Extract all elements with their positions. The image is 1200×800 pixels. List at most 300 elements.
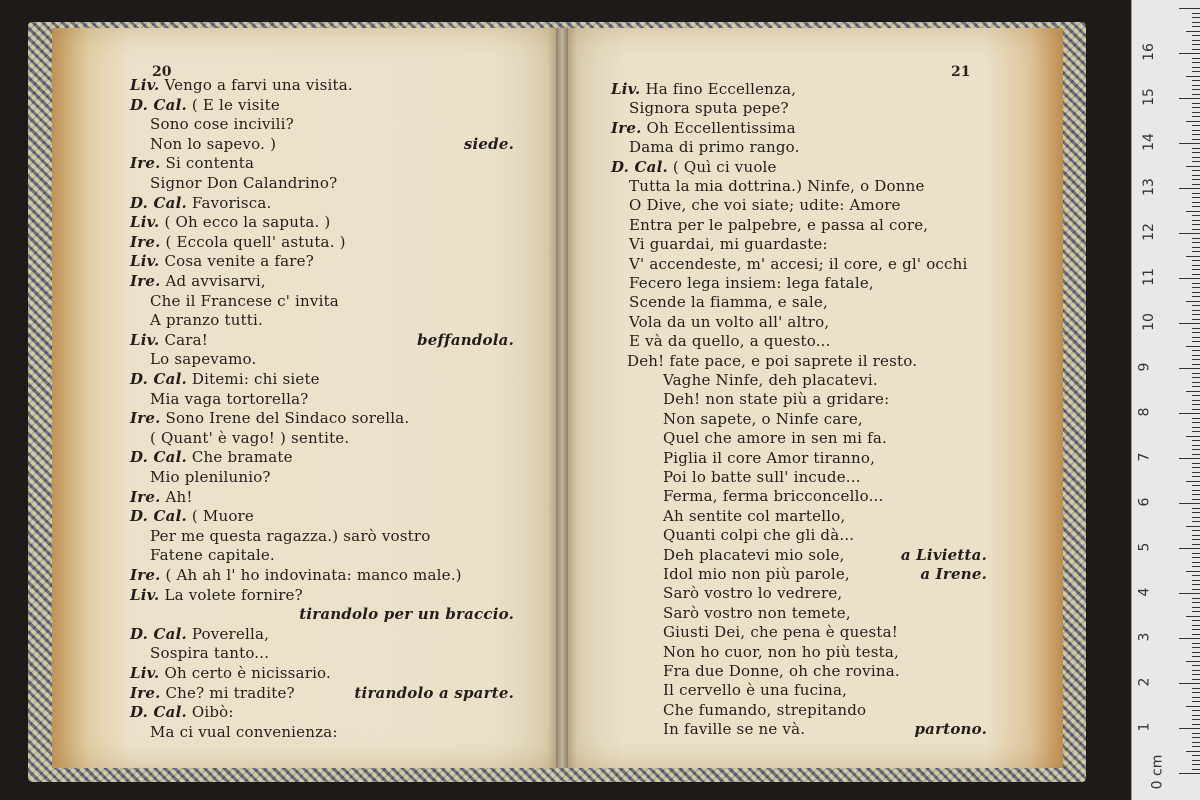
ruler-tick — [1179, 53, 1200, 54]
ruler-tick — [1192, 67, 1200, 68]
text-line — [130, 664, 331, 682]
verse-text: Mio plenilunio? — [150, 468, 271, 486]
ruler-tick — [1192, 179, 1200, 180]
verse-text: Che? mi tradite? — [165, 683, 295, 702]
verse-text: Signora sputa pepe? — [629, 99, 789, 118]
ruler-tick — [1179, 233, 1200, 234]
ruler-tick — [1192, 494, 1200, 495]
ruler-number: 14 — [1140, 133, 1157, 151]
verse-text: Ah! — [165, 487, 193, 506]
ruler-tick — [1192, 319, 1200, 320]
verse-text: Non sapete, o Ninfe care, — [663, 409, 863, 428]
ruler-tick — [1179, 143, 1200, 144]
ruler-tick — [1192, 755, 1200, 756]
ruler-tick — [1192, 647, 1200, 648]
ruler-tick — [1192, 260, 1200, 261]
ruler-tick — [1192, 152, 1200, 153]
verse-text: In faville se ne và. — [663, 720, 806, 739]
verse-text: Ad avvisarvi, — [165, 272, 266, 290]
ruler-tick — [1192, 13, 1200, 14]
ruler-tick — [1179, 368, 1200, 369]
ruler-number: 2 — [1136, 677, 1153, 687]
ruler-tick — [1192, 710, 1200, 711]
ruler-tick — [1192, 521, 1200, 522]
ruler-tick — [1192, 395, 1200, 396]
ruler-tick — [1192, 94, 1200, 95]
verse-text: Entra per le palpebre, e passa al core, — [629, 215, 929, 234]
verse-text: Oibò: — [191, 703, 234, 722]
verse-text: Vengo a farvi una visita. — [164, 76, 353, 94]
text-line — [663, 584, 842, 602]
text-line — [629, 138, 800, 156]
verse-text: Sarò vostro non temete, — [663, 603, 851, 622]
ruler-tick — [1179, 323, 1200, 324]
ruler-tick — [1179, 638, 1200, 639]
ruler-tick — [1192, 274, 1200, 275]
ruler-tick — [1179, 503, 1200, 504]
text-line — [130, 96, 280, 114]
ruler-tick — [1192, 17, 1200, 18]
verse-text: ( Muore — [191, 507, 254, 526]
ruler-tick — [1192, 350, 1200, 351]
ruler-number: 1 — [1136, 722, 1153, 732]
ruler-tick — [1179, 773, 1200, 774]
verse-text: Deh! fate pace, e poi saprete il resto. — [627, 351, 918, 370]
ruler-tick — [1192, 197, 1200, 198]
ruler-tick — [1192, 305, 1200, 306]
speaker-name: Ire. — [130, 409, 161, 428]
stage-direction: a Irene. — [920, 565, 987, 583]
text-line — [130, 703, 234, 721]
text-line — [150, 115, 294, 133]
text-line — [130, 684, 295, 702]
ruler-tick — [1192, 161, 1200, 162]
speaker-name: D. Cal. — [130, 703, 187, 722]
ruler-tick — [1192, 247, 1200, 248]
ruler-tick — [1192, 490, 1200, 491]
text-line — [663, 410, 863, 428]
verse-text: Cosa venite a fare? — [164, 252, 314, 271]
ruler-tick — [1192, 35, 1200, 36]
verse-text: Tutta la mia dottrina.) Ninfe, o Donne — [629, 177, 925, 195]
speaker-name: Liv. — [130, 213, 160, 232]
text-line — [663, 546, 845, 564]
ruler-tick — [1192, 535, 1200, 536]
ruler-tick — [1192, 544, 1200, 545]
book-gutter — [556, 28, 568, 768]
ruler-tick — [1192, 557, 1200, 558]
ruler-tick — [1192, 440, 1200, 441]
speaker-name: Ire. — [130, 566, 161, 584]
ruler-tick — [1186, 301, 1200, 302]
speaker-name: D. Cal. — [130, 507, 187, 526]
text-line — [150, 174, 337, 192]
ruler-tick — [1192, 760, 1200, 761]
speaker-name: Ire. — [130, 683, 161, 702]
verse-text: Si contenta — [165, 154, 255, 173]
verse-text: Vola da un volto all' altro, — [629, 312, 830, 331]
verse-text: Non ho cuor, non ho più testa, — [663, 642, 899, 661]
verse-text: Ha fino Eccellenza, — [645, 80, 797, 98]
ruler-tick — [1186, 481, 1200, 482]
verse-text: Vaghe Ninfe, deh placatevi. — [663, 371, 878, 389]
ruler-tick — [1186, 211, 1200, 212]
ruler-tick — [1192, 85, 1200, 86]
text-line — [150, 292, 339, 310]
verse-text: Mia vaga tortorella? — [150, 389, 309, 408]
ruler-tick — [1186, 256, 1200, 257]
ruler-tick — [1192, 283, 1200, 284]
ruler-tick — [1192, 269, 1200, 270]
ruler-tick — [1192, 40, 1200, 41]
ruler-tick — [1192, 337, 1200, 338]
verse-text: Cara! — [164, 330, 209, 349]
ruler-tick — [1192, 157, 1200, 158]
ruler-tick — [1186, 436, 1200, 437]
verse-text: Giusti Dei, che pena è questa! — [663, 623, 899, 642]
ruler-tick — [1192, 175, 1200, 176]
ruler-tick — [1192, 688, 1200, 689]
ruler-tick — [1179, 728, 1200, 729]
text-line — [663, 662, 900, 680]
verse-text: Sospira tanto... — [150, 644, 270, 663]
ruler-tick — [1192, 287, 1200, 288]
ruler-tick — [1192, 562, 1200, 563]
ruler-number: 8 — [1136, 407, 1153, 417]
ruler-tick — [1192, 242, 1200, 243]
text-line — [629, 332, 831, 350]
verse-text: A pranzo tutti. — [150, 311, 263, 330]
ruler-tick — [1192, 80, 1200, 81]
verse-text: Ditemi: chi siete — [191, 370, 320, 388]
ruler-tick — [1186, 31, 1200, 32]
verse-text: Non lo sapevo. ) — [150, 134, 277, 153]
ruler-tick — [1192, 589, 1200, 590]
ruler-tick — [1192, 737, 1200, 738]
ruler-tick — [1179, 8, 1200, 9]
text-line — [130, 370, 320, 388]
ruler-tick — [1192, 265, 1200, 266]
ruler-tick — [1192, 364, 1200, 365]
ruler-tick — [1192, 409, 1200, 410]
verse-text: Poi lo batte sull' incude... — [663, 468, 861, 486]
verse-text: Ah sentite col martello, — [663, 506, 846, 525]
ruler-tick — [1186, 661, 1200, 662]
ruler-tick — [1192, 692, 1200, 693]
text-line — [611, 158, 777, 176]
ruler-tick — [1192, 629, 1200, 630]
ruler-tick — [1192, 665, 1200, 666]
ruler-tick — [1192, 508, 1200, 509]
ruler-tick — [1192, 454, 1200, 455]
ruler-number: 15 — [1140, 88, 1157, 106]
ruler-tick — [1192, 404, 1200, 405]
text-line — [663, 720, 805, 738]
stage-direction: partono. — [914, 720, 987, 739]
ruler-tick — [1192, 598, 1200, 599]
page-number: 21 — [951, 64, 971, 80]
page-number: 20 — [152, 64, 172, 80]
ruler-tick — [1192, 746, 1200, 747]
verse-text: Che bramate — [191, 448, 293, 467]
verse-text: Quel che amore in sen mi fa. — [663, 429, 888, 448]
text-line — [130, 331, 208, 349]
speaker-name: Liv. — [130, 330, 160, 349]
ruler-tick — [1192, 472, 1200, 473]
ruler-tick — [1192, 418, 1200, 419]
ruler-tick — [1192, 134, 1200, 135]
text-line — [150, 390, 309, 408]
ruler-tick — [1192, 103, 1200, 104]
speaker-name: D. Cal. — [611, 157, 668, 176]
ruler-tick — [1192, 656, 1200, 657]
verse-text: Ma ci vual convenienza: — [150, 722, 338, 741]
verse-text: Idol mio non più parole, — [663, 565, 850, 583]
ruler-number: 13 — [1140, 178, 1157, 196]
speaker-name: Ire. — [130, 487, 161, 506]
verse-text: Oh certo è nicissario. — [164, 664, 331, 682]
ruler-tick — [1192, 422, 1200, 423]
ruler-tick — [1186, 751, 1200, 752]
verse-text: ( Eccola quell' astuta. ) — [165, 232, 346, 251]
speaker-name: Liv. — [130, 76, 160, 94]
ruler-tick — [1186, 166, 1200, 167]
stage-direction: beffandola. — [417, 330, 514, 349]
text-line — [629, 235, 828, 253]
speaker-name: Ire. — [130, 272, 161, 290]
text-line — [629, 313, 829, 331]
ruler-tick — [1192, 584, 1200, 585]
ruler-tick — [1192, 139, 1200, 140]
ruler-tick — [1192, 602, 1200, 603]
ruler-tick — [1192, 112, 1200, 113]
verse-text: Deh placatevi mio sole, — [663, 545, 845, 564]
speaker-name: Ire. — [130, 154, 161, 173]
verse-text: Sono cose incivili? — [150, 115, 294, 134]
ruler-tick — [1192, 679, 1200, 680]
text-line — [150, 468, 271, 486]
ruler-tick — [1192, 251, 1200, 252]
text-line — [629, 293, 828, 311]
ruler-tick — [1192, 733, 1200, 734]
speaker-name: Ire. — [611, 118, 642, 137]
ruler-tick — [1186, 76, 1200, 77]
ruler-tick — [1192, 49, 1200, 50]
speaker-name: Liv. — [130, 664, 160, 682]
ruler-tick — [1192, 170, 1200, 171]
stage-direction: tirandolo a sparte. — [354, 683, 514, 702]
text-line — [130, 586, 303, 604]
ruler-tick — [1192, 22, 1200, 23]
text-line — [130, 488, 193, 506]
text-line — [629, 255, 967, 273]
left-page — [52, 28, 558, 768]
measuring-ruler — [1131, 0, 1200, 800]
text-line — [130, 625, 269, 643]
ruler-tick — [1192, 431, 1200, 432]
verse-text: Sono Irene del Sindaco sorella. — [165, 409, 410, 428]
speaker-name: D. Cal. — [130, 95, 187, 114]
ruler-tick — [1192, 206, 1200, 207]
verse-text: E và da quello, a questo... — [629, 332, 831, 351]
right-page — [565, 28, 1063, 768]
verse-text: Il cervello è una fucina, — [663, 681, 848, 700]
ruler-tick — [1192, 328, 1200, 329]
ruler-tick — [1192, 769, 1200, 770]
ruler-tick — [1192, 341, 1200, 342]
text-line — [130, 448, 293, 466]
ruler-tick — [1179, 683, 1200, 684]
verse-text: Fra due Donne, oh che rovina. — [663, 662, 900, 680]
ruler-tick — [1192, 611, 1200, 612]
ruler-tick — [1192, 467, 1200, 468]
ruler-tick — [1192, 476, 1200, 477]
verse-text: ( Quant' è vago! ) sentite. — [150, 428, 350, 447]
ruler-tick — [1192, 643, 1200, 644]
ruler-tick — [1192, 625, 1200, 626]
verse-text: Vi guardai, mi guardaste: — [629, 235, 828, 254]
ruler-tick — [1192, 44, 1200, 45]
ruler-tick — [1192, 674, 1200, 675]
text-line — [150, 135, 276, 153]
text-line — [130, 272, 266, 290]
text-line — [130, 409, 409, 427]
verse-text: Che il Francese c' invita — [150, 291, 339, 310]
text-line — [130, 233, 346, 251]
ruler-tick — [1192, 499, 1200, 500]
text-line — [611, 119, 796, 137]
ruler-tick — [1192, 314, 1200, 315]
stage-direction: tirandolo per un braccio. — [299, 605, 514, 624]
ruler-tick — [1192, 125, 1200, 126]
speaker-name: D. Cal. — [130, 193, 187, 212]
ruler-tick — [1192, 697, 1200, 698]
text-line — [629, 177, 925, 195]
verse-text: ( Oh ecco la saputa. ) — [164, 213, 331, 232]
ruler-tick — [1192, 607, 1200, 608]
ruler-tick — [1192, 377, 1200, 378]
ruler-number: 12 — [1140, 223, 1157, 241]
ruler-tick — [1192, 539, 1200, 540]
stage-direction: siede. — [463, 134, 514, 153]
verse-text: Sarò vostro lo vedrere, — [663, 584, 843, 603]
speaker-name: Liv. — [611, 80, 641, 98]
ruler-tick — [1192, 296, 1200, 297]
verse-text: Ferma, ferma bricconcello... — [663, 487, 884, 506]
ruler-tick — [1186, 571, 1200, 572]
ruler-tick — [1179, 413, 1200, 414]
ruler-tick — [1192, 742, 1200, 743]
verse-text: V' accendeste, m' accesi; il core, e gl' occhi — [629, 254, 968, 273]
text-line — [150, 723, 338, 741]
ruler-tick — [1186, 391, 1200, 392]
ruler-tick — [1192, 517, 1200, 518]
ruler-tick — [1192, 26, 1200, 27]
verse-text: Dama di primo rango. — [629, 138, 800, 157]
ruler-number: 7 — [1136, 452, 1153, 462]
ruler-tick — [1192, 215, 1200, 216]
text-line — [150, 311, 263, 329]
text-line — [663, 565, 850, 583]
ruler-tick — [1192, 634, 1200, 635]
text-line — [663, 390, 889, 408]
text-line — [629, 216, 928, 234]
verse-text: ( Quì ci vuole — [672, 157, 777, 176]
ruler-tick — [1192, 107, 1200, 108]
ruler-tick — [1179, 188, 1200, 189]
speaker-name: D. Cal. — [130, 370, 187, 388]
text-line — [150, 429, 349, 447]
ruler-tick — [1179, 458, 1200, 459]
speaker-name: Ire. — [130, 232, 161, 251]
verse-text: Che fumando, strepitando — [663, 700, 867, 719]
text-line — [663, 701, 866, 719]
verse-text: Deh! non state più a gridare: — [663, 390, 890, 409]
verse-text: Poverella, — [191, 624, 270, 643]
text-line — [629, 274, 874, 292]
verse-text: ( E le visite — [191, 95, 280, 114]
text-line — [663, 526, 854, 544]
speaker-name: Liv. — [130, 252, 160, 271]
verse-text: Scende la fiamma, e sale, — [629, 293, 828, 312]
ruler-tick — [1192, 184, 1200, 185]
ruler-tick — [1192, 386, 1200, 387]
ruler-tick — [1192, 701, 1200, 702]
text-line — [663, 371, 878, 389]
ruler-tick — [1192, 530, 1200, 531]
ruler-number: 9 — [1136, 362, 1153, 372]
text-line — [150, 644, 269, 662]
verse-text: Piglia il core Amor tiranno, — [663, 448, 876, 467]
ruler-tick — [1192, 130, 1200, 131]
ruler-tick — [1192, 400, 1200, 401]
ruler-number: 5 — [1136, 542, 1153, 552]
ruler-tick — [1192, 724, 1200, 725]
ruler-tick — [1192, 382, 1200, 383]
ruler-tick — [1192, 445, 1200, 446]
verse-text: ( Ah ah l' ho indovinata: manco male.) — [165, 566, 462, 584]
ruler-number: 3 — [1136, 632, 1153, 642]
text-line — [150, 527, 431, 545]
ruler-number: 0 cm — [1149, 754, 1166, 790]
verse-text: Quanti colpi che gli dà... — [663, 526, 855, 545]
verse-text: Per me questa ragazza.) sarò vostro — [150, 526, 431, 545]
ruler-tick — [1192, 373, 1200, 374]
text-line — [150, 546, 275, 564]
ruler-tick — [1192, 512, 1200, 513]
verse-text: La volete fornire? — [164, 585, 303, 604]
ruler-tick — [1192, 566, 1200, 567]
verse-text: O Dive, che voi siate; udite: Amore — [629, 196, 901, 215]
ruler-tick — [1192, 485, 1200, 486]
ruler-tick — [1192, 575, 1200, 576]
ruler-tick — [1192, 580, 1200, 581]
text-line — [130, 252, 314, 270]
verse-text: Lo sapevamo. — [150, 350, 257, 369]
ruler-tick — [1192, 62, 1200, 63]
verse-text: Signor Don Calandrino? — [150, 174, 338, 192]
verse-text: Fecero lega insiem: lega fatale, — [629, 274, 874, 292]
text-line — [663, 604, 851, 622]
ruler-number: 11 — [1140, 268, 1157, 286]
text-line — [629, 196, 901, 214]
text-line — [629, 99, 789, 117]
ruler-number: 6 — [1136, 497, 1153, 507]
ruler-number: 4 — [1136, 587, 1153, 597]
ruler-tick — [1192, 58, 1200, 59]
text-line — [627, 352, 917, 370]
speaker-name: D. Cal. — [130, 448, 187, 467]
